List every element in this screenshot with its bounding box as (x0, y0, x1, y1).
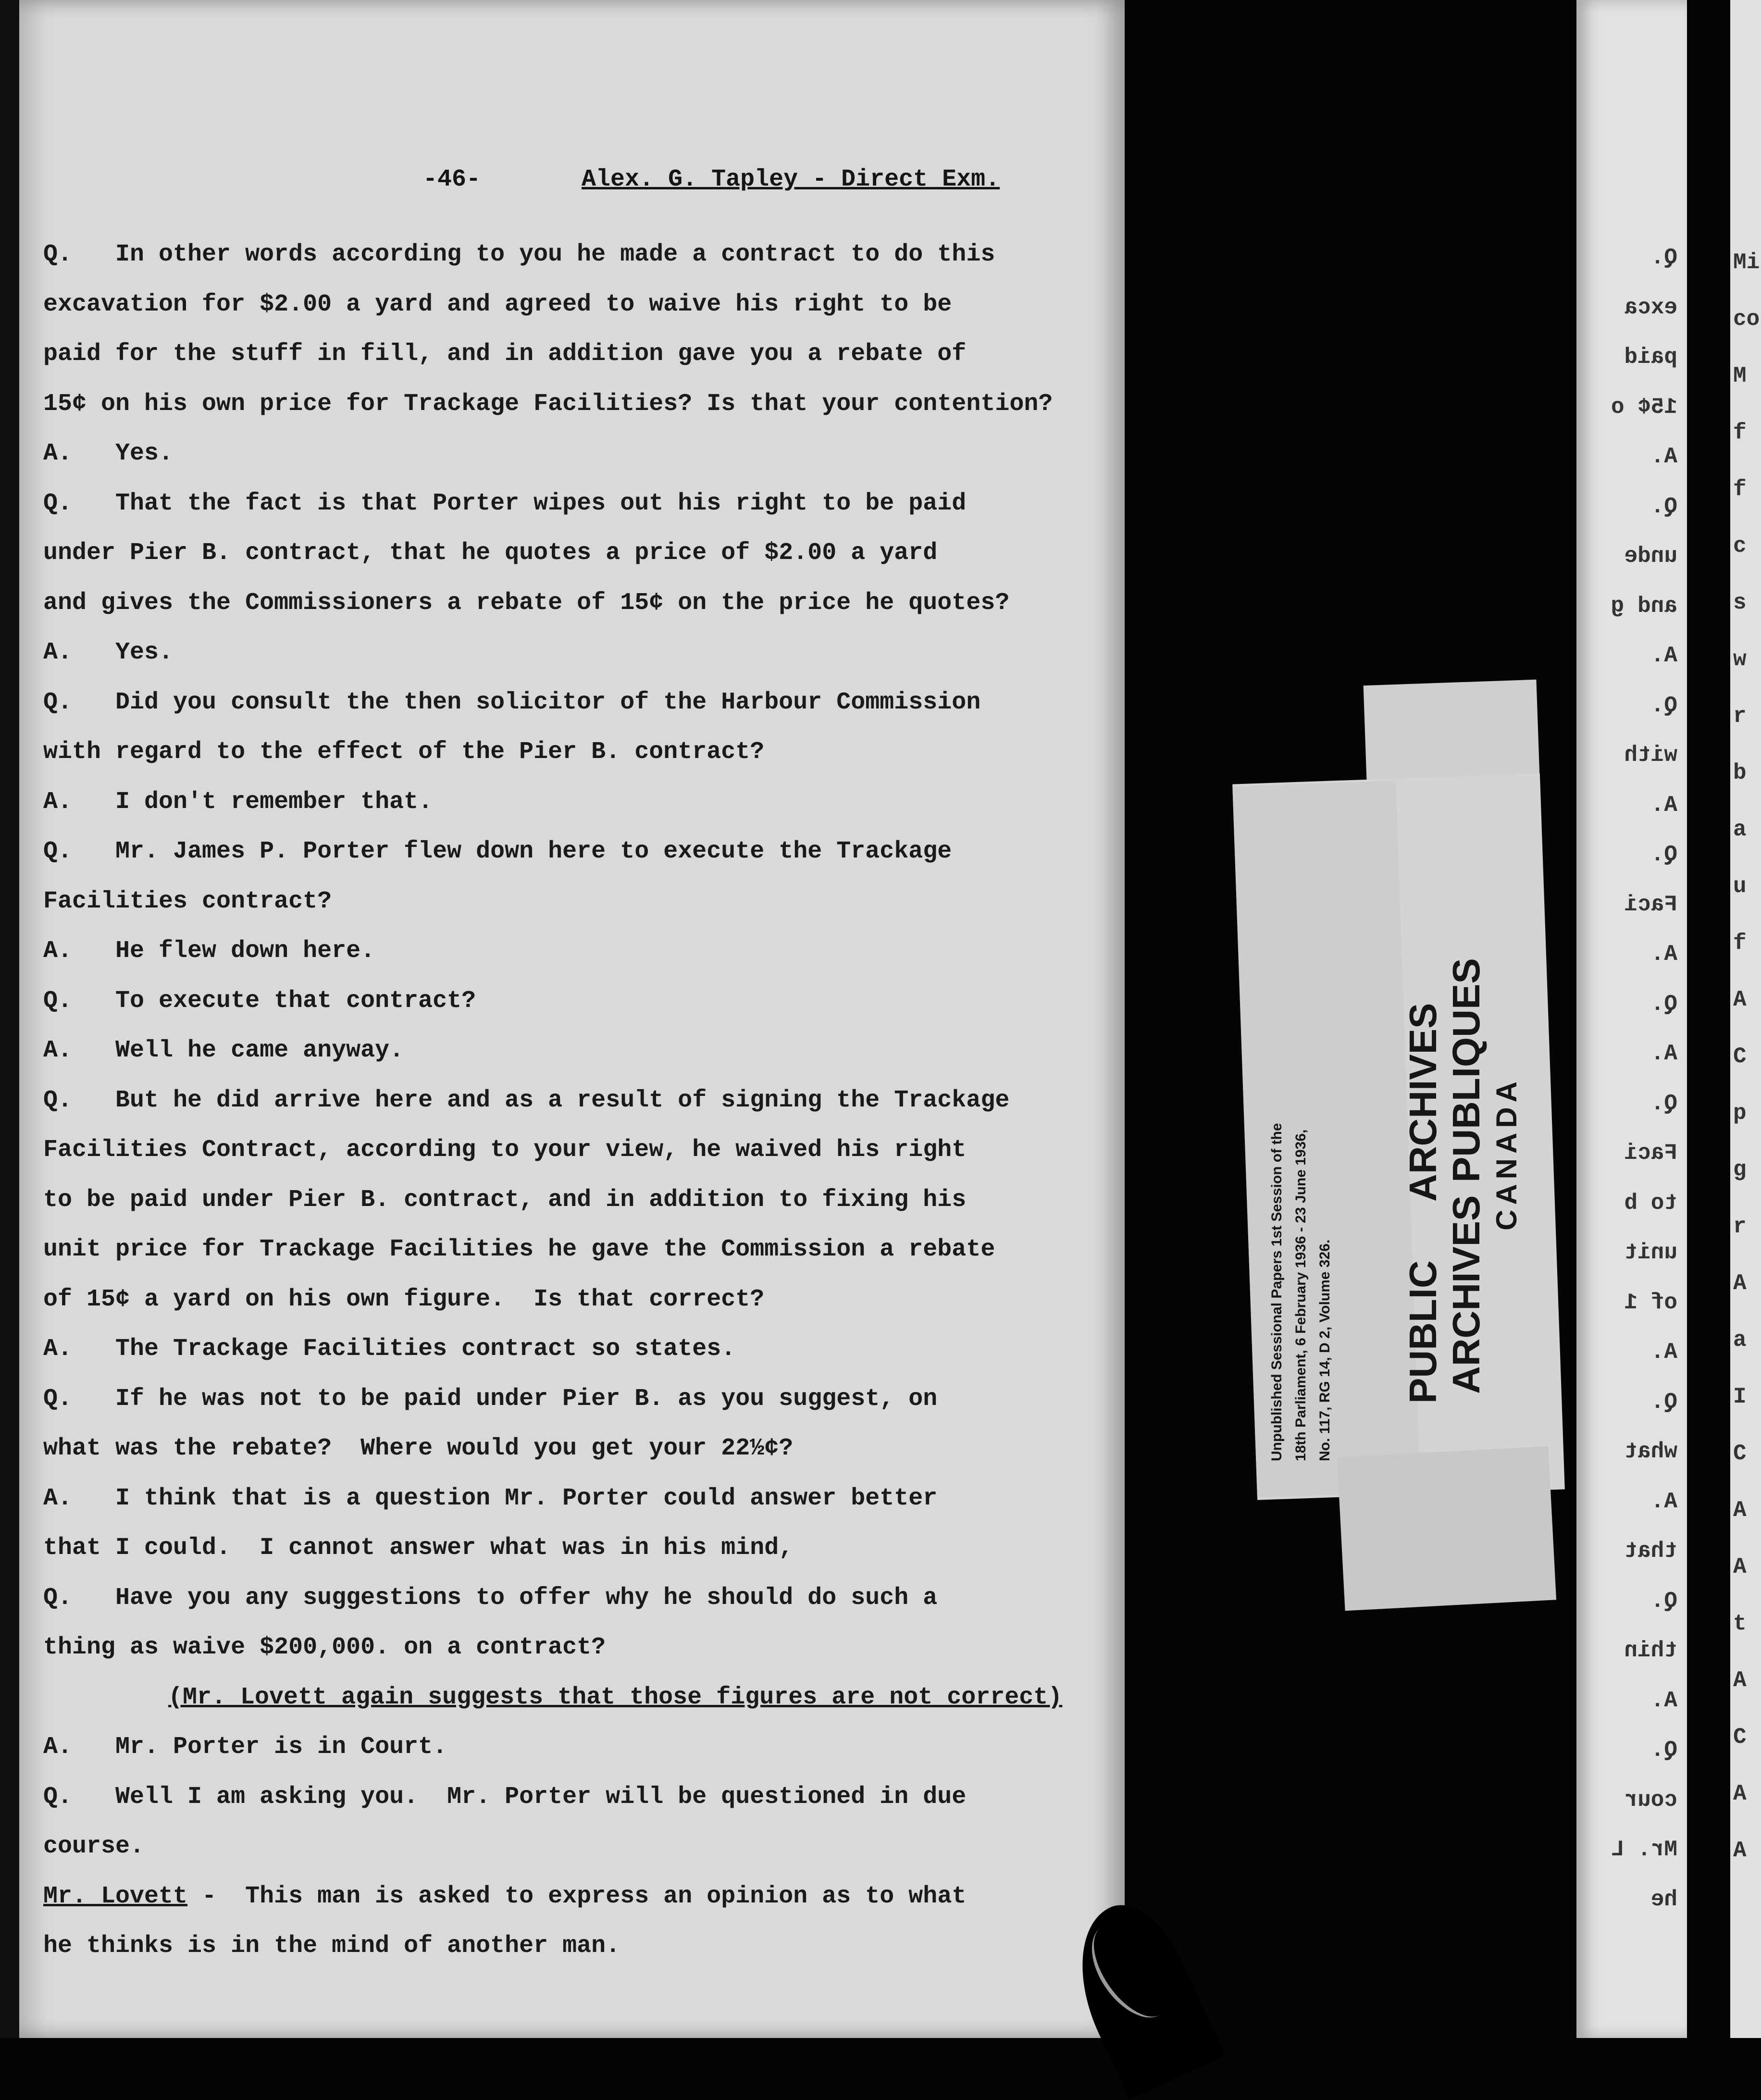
speaker-name: Mr. Lovett (43, 1883, 188, 1910)
mirrored-fragment: unit (1624, 1240, 1677, 1265)
far-page-edge (1730, 0, 1761, 2038)
mirrored-fragment: he (1650, 1887, 1677, 1912)
page-title: Alex. G. Tapley - Direct Exm. (582, 166, 1000, 193)
transcript-line: A. I don't remember that. (43, 788, 433, 816)
far-page-fragment: C (1733, 1044, 1747, 1069)
mirrored-fragment: Q. (1650, 842, 1677, 867)
mirrored-fragment: Q. (1650, 1738, 1677, 1763)
mirrored-fragment: and g (1611, 594, 1677, 619)
stamp-publiques: PUBLIQUES (1445, 958, 1488, 1182)
transcript-line: A. Yes. (43, 440, 174, 467)
far-page-fragment: c (1733, 534, 1747, 559)
transcript-line: Facilities contract? (43, 888, 332, 915)
transcript-line: Q. If he was not to be paid under Pier B. as you suggest, on (43, 1385, 938, 1413)
mirrored-fragment: what (1624, 1439, 1677, 1464)
transcript-line: under Pier B. contract, that he quotes a price of $2.00 a yard (43, 539, 938, 567)
far-page-fragment: A (1733, 1271, 1747, 1296)
transcript-page (19, 0, 1125, 2038)
mirrored-fragment: A. (1650, 1688, 1677, 1713)
transcript-line: Q. To execute that contract? (43, 987, 476, 1015)
mirrored-fragment: A. (1650, 793, 1677, 818)
transcript-line: A. Mr. Porter is in Court. (43, 1733, 447, 1761)
far-page-fragment: I (1733, 1384, 1747, 1409)
transcript-line: A. I think that is a question Mr. Porter could answer better (43, 1485, 938, 1512)
far-page-fragment: f (1733, 420, 1747, 445)
speaker-statement: - This man is asked to express an opinion as to what (187, 1883, 967, 1910)
far-page-fragment: p (1733, 1101, 1747, 1126)
scan-left-edge (0, 0, 19, 2038)
far-page-fragment: b (1733, 760, 1747, 785)
far-page-fragment: A (1733, 1668, 1747, 1693)
mirrored-fragment: A. (1650, 1340, 1677, 1365)
mirrored-fragment: Faci (1624, 892, 1677, 917)
far-page-fragment: M (1733, 363, 1747, 388)
transcript-line: A. Yes. (43, 639, 174, 666)
far-page-fragment: A (1733, 1554, 1747, 1579)
far-page-fragment: r (1733, 704, 1747, 729)
archive-label-line-3: No. 117, RG 14, D 2, Volume 326. (1317, 1239, 1333, 1461)
mirrored-fragment: Q. (1650, 1589, 1677, 1614)
far-page-fragment: A (1733, 987, 1747, 1012)
mirrored-fragment: A. (1650, 1489, 1677, 1514)
mirrored-fragment: unde (1624, 544, 1677, 569)
far-page-fragment: A (1733, 1781, 1747, 1806)
archive-tag-top (1364, 680, 1540, 782)
transcript-line: Q. But he did arrive here and as a result of signing the Trackage (43, 1087, 1010, 1114)
mirrored-fragment: Q. (1650, 245, 1677, 270)
stamp-archives: ARCHIVES (1401, 1003, 1444, 1202)
mirrored-fragment: 15¢ o (1611, 395, 1677, 420)
transcript-line: Q. That the fact is that Porter wipes out his right to be paid (43, 490, 967, 517)
far-page-fragment: w (1733, 647, 1747, 672)
mirrored-fragment: cour (1624, 1788, 1677, 1813)
transcript-line: and gives the Commissioners a rebate of 15¢ on the price he quotes? (43, 589, 1010, 617)
mirrored-fragment: that (1624, 1539, 1677, 1564)
far-page-fragment: f (1733, 931, 1747, 956)
far-page-fragment: r (1733, 1214, 1747, 1239)
transcript-line: A. Well he came anyway. (43, 1037, 404, 1064)
far-page-fragment: C (1733, 1441, 1747, 1466)
transcript-line: what was the rebate? Where would you get your 22½¢? (43, 1435, 794, 1462)
parenthetical-note (168, 1683, 1062, 1712)
transcript-line: Q. Have you any suggestions to offer why he should do such a (43, 1584, 938, 1612)
far-page-fragment: Mi (1733, 250, 1760, 275)
mirrored-fragment: of 1 (1624, 1290, 1677, 1315)
mirrored-fragment: A. (1650, 1041, 1677, 1066)
transcript-line: to be paid under Pier B. contract, and in addition to fixing his (43, 1186, 967, 1214)
archive-label-line-1: Unpublished Sessional Papers 1st Session of the (1269, 1123, 1285, 1461)
transcript-line: of 15¢ a yard on his own figure. Is that correct? (43, 1286, 765, 1313)
transcript-line: excavation for $2.00 a yard and agreed to waive his right to be (43, 291, 952, 318)
mirrored-fragment: A. (1650, 643, 1677, 668)
mirrored-fragment: Q. (1650, 1091, 1677, 1116)
mirrored-fragment: paid (1624, 345, 1677, 370)
mirrored-fragment: Q. (1650, 693, 1677, 718)
transcript-line: 15¢ on his own price for Trackage Facilities? Is that your contention? (43, 390, 1053, 418)
far-page-fragment: s (1733, 590, 1747, 615)
far-page-fragment: A (1733, 1498, 1747, 1523)
mirrored-fragment: Q. (1650, 992, 1677, 1017)
far-page-fragment: co (1733, 307, 1760, 332)
far-page-fragment: a (1733, 1328, 1747, 1353)
far-page-fragment: g (1733, 1157, 1747, 1182)
transcript-line: unit price for Trackage Facilities he gave the Commission a rebate (43, 1236, 995, 1263)
transcript-line: paid for the stuff in fill, and in addition gave you a rebate of (43, 340, 967, 368)
mirrored-fragment: thin (1624, 1638, 1677, 1663)
far-page-fragment: u (1733, 874, 1747, 899)
transcript-line: Q. Mr. James P. Porter flew down here to execute the Trackage (43, 838, 952, 865)
mirrored-fragment: A. (1650, 444, 1677, 469)
mirrored-fragment: Faci (1624, 1141, 1677, 1166)
transcript-line: he thinks is in the mind of another man. (43, 1932, 620, 1960)
transcript-line: Q. Did you consult the then solicitor of the Harbour Commission (43, 689, 981, 716)
mirrored-fragment: Q. (1650, 1390, 1677, 1415)
far-page-fragment: A (1733, 1838, 1747, 1863)
far-page-fragment: a (1733, 817, 1747, 842)
transcript-line: thing as waive $200,000. on a contract? (43, 1634, 606, 1661)
archive-label-line-2: 18th Parliament, 6 February 1936 - 23 June 1936, (1293, 1129, 1309, 1461)
archive-tag-bottom (1337, 1446, 1556, 1611)
far-page-fragment: t (1733, 1611, 1747, 1636)
page-number: -46- (423, 166, 481, 193)
mirrored-fragment: A. (1650, 942, 1677, 967)
transcript-line: A. He flew down here. (43, 937, 375, 965)
adjacent-page-mirrored (1576, 0, 1687, 2038)
transcript-line: that I could. I cannot answer what was in his mind, (43, 1534, 794, 1562)
transcript-line: A. The Trackage Facilities contract so states. (43, 1335, 736, 1363)
transcript-line: with regard to the effect of the Pier B. contract? (43, 738, 765, 766)
page-header (423, 166, 1000, 193)
far-page-fragment: f (1733, 477, 1747, 502)
mirrored-fragment: to b (1624, 1191, 1677, 1216)
parenthetical-text: (Mr. Lovett again suggests that those figures are not correct) (168, 1684, 1063, 1711)
transcript-line: Q. Well I am asking you. Mr. Porter will be questioned in due (43, 1783, 967, 1811)
stamp-canada: CANADA (1490, 1077, 1523, 1230)
stamp-public: PUBLIC (1401, 1260, 1444, 1404)
stamp-archives-fr: ARCHIVES (1445, 1195, 1488, 1394)
mirrored-fragment: exca (1624, 295, 1677, 320)
mirrored-fragment: with (1624, 743, 1677, 768)
transcript-line: course. (43, 1833, 145, 1860)
speaker-line (43, 1882, 966, 1911)
mirrored-fragment: Q. (1650, 494, 1677, 519)
mirrored-fragment: Mr. L (1611, 1837, 1677, 1862)
transcript-line: Facilities Contract, according to your view, he waived his right (43, 1136, 967, 1164)
transcript-line: Q. In other words according to you he made a contract to do this (43, 241, 995, 268)
far-page-fragment: C (1733, 1725, 1747, 1750)
